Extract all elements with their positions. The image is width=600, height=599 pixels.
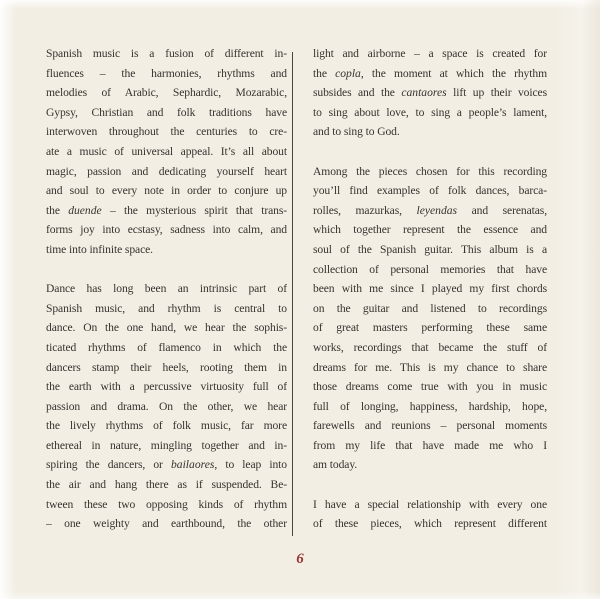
text-line: on the guitar and listened to recordings bbox=[313, 301, 547, 315]
text-line: passion and drama. On the other, we hear bbox=[46, 399, 287, 413]
text-line: am today. bbox=[313, 458, 358, 472]
text-line: the earth with a percussive virtuosity full of bbox=[46, 380, 287, 394]
text-line: time into infinite space. bbox=[46, 242, 153, 256]
text-line: – one weighty and earthbound, the other bbox=[46, 517, 287, 531]
text-line: fluences – the harmonies, rhythms and bbox=[46, 66, 287, 80]
text-line: from my life that have made me who I bbox=[313, 438, 547, 452]
text-column-right bbox=[313, 44, 547, 534]
text-line: Dance has long been an intrinsic part of bbox=[46, 282, 287, 296]
text-line: ticated rhythms of flamenco in which the bbox=[46, 340, 287, 354]
text-line: to sing about love, to sing a people’s lament, bbox=[313, 105, 547, 119]
text-column-left bbox=[46, 44, 287, 534]
paragraph bbox=[46, 44, 287, 260]
text-line: ethereal in nature, mingling together and in- bbox=[46, 438, 287, 452]
text-line: melodies of Arabic, Sephardic, Mozarabic, bbox=[46, 86, 287, 100]
paragraph bbox=[313, 44, 547, 142]
text-line: collection of personal memories that have bbox=[313, 262, 547, 276]
text-line: magic, passion and dedicating yourself heart bbox=[46, 164, 287, 178]
scan-edge-right bbox=[554, 0, 600, 599]
text-line: been with me since I played my first chords bbox=[313, 282, 547, 296]
text-line: the duende – the mysterious spirit that trans- bbox=[46, 203, 287, 217]
column-divider-rule bbox=[292, 52, 293, 536]
text-line: and soul to every note in order to conjure up bbox=[46, 184, 287, 198]
text-line: of great masters performing these same bbox=[313, 321, 547, 335]
text-line: rolles, mazurkas, leyendas and serenatas, bbox=[313, 203, 547, 217]
text-line: spiring the dancers, or bailaores, to leap into bbox=[46, 458, 287, 472]
text-line: subsides and the cantaores lift up their voices bbox=[313, 86, 547, 100]
text-line: and to sing to God. bbox=[313, 125, 400, 139]
text-line: Gypsy, Christian and folk traditions have bbox=[46, 105, 287, 119]
text-line: full of longing, happiness, hardship, hope, bbox=[313, 399, 547, 413]
text-line: dreams for me. This is my chance to share bbox=[313, 360, 547, 374]
text-line: Spanish music, and rhythm is central to bbox=[46, 301, 287, 315]
text-line: dance. On the one hand, we hear the sophis- bbox=[46, 321, 287, 335]
text-line: the copla, the moment at which the rhythm bbox=[313, 66, 547, 80]
text-line: forms joy into ecstasy, sadness into calm, and bbox=[46, 223, 287, 237]
text-line: I have a special relationship with every one bbox=[313, 497, 547, 511]
text-line: those dreams come true with you in music bbox=[313, 380, 547, 394]
text-line: light and airborne – a space is created for bbox=[313, 47, 547, 60]
scan-edge-top bbox=[0, 0, 600, 9]
paragraph bbox=[46, 279, 287, 534]
text-line: tween these two opposing kinds of rhythm bbox=[46, 497, 287, 511]
scan-edge-bottom bbox=[0, 591, 600, 599]
paragraph bbox=[313, 162, 547, 476]
text-line: of these pieces, which represent different bbox=[313, 517, 547, 531]
text-line: dancers stamp their heels, rooting them in bbox=[46, 360, 287, 374]
page-number: 6 bbox=[296, 551, 304, 567]
text-line: interwoven throughout the centuries to cre- bbox=[46, 125, 287, 139]
scan-edge-left bbox=[0, 0, 16, 599]
text-line: which together represent the essence and bbox=[313, 223, 547, 237]
text-line: soul of the Spanish guitar. This album is a bbox=[313, 242, 547, 256]
text-line: you’ll find examples of folk dances, barca- bbox=[313, 184, 547, 198]
paragraph bbox=[313, 495, 547, 534]
text-line: the air and hang there as if suspended. Be- bbox=[46, 478, 287, 492]
text-line: works, recordings that became the stuff of bbox=[313, 340, 547, 354]
text-line: farewells and reunions – personal moments bbox=[313, 419, 547, 433]
text-line: the lively rhythms of folk music, far more bbox=[46, 419, 287, 433]
text-line: Spanish music is a fusion of different in- bbox=[46, 47, 287, 60]
text-line: Among the pieces chosen for this recording bbox=[313, 164, 547, 178]
text-line: ate a music of universal appeal. It’s all about bbox=[46, 144, 287, 158]
